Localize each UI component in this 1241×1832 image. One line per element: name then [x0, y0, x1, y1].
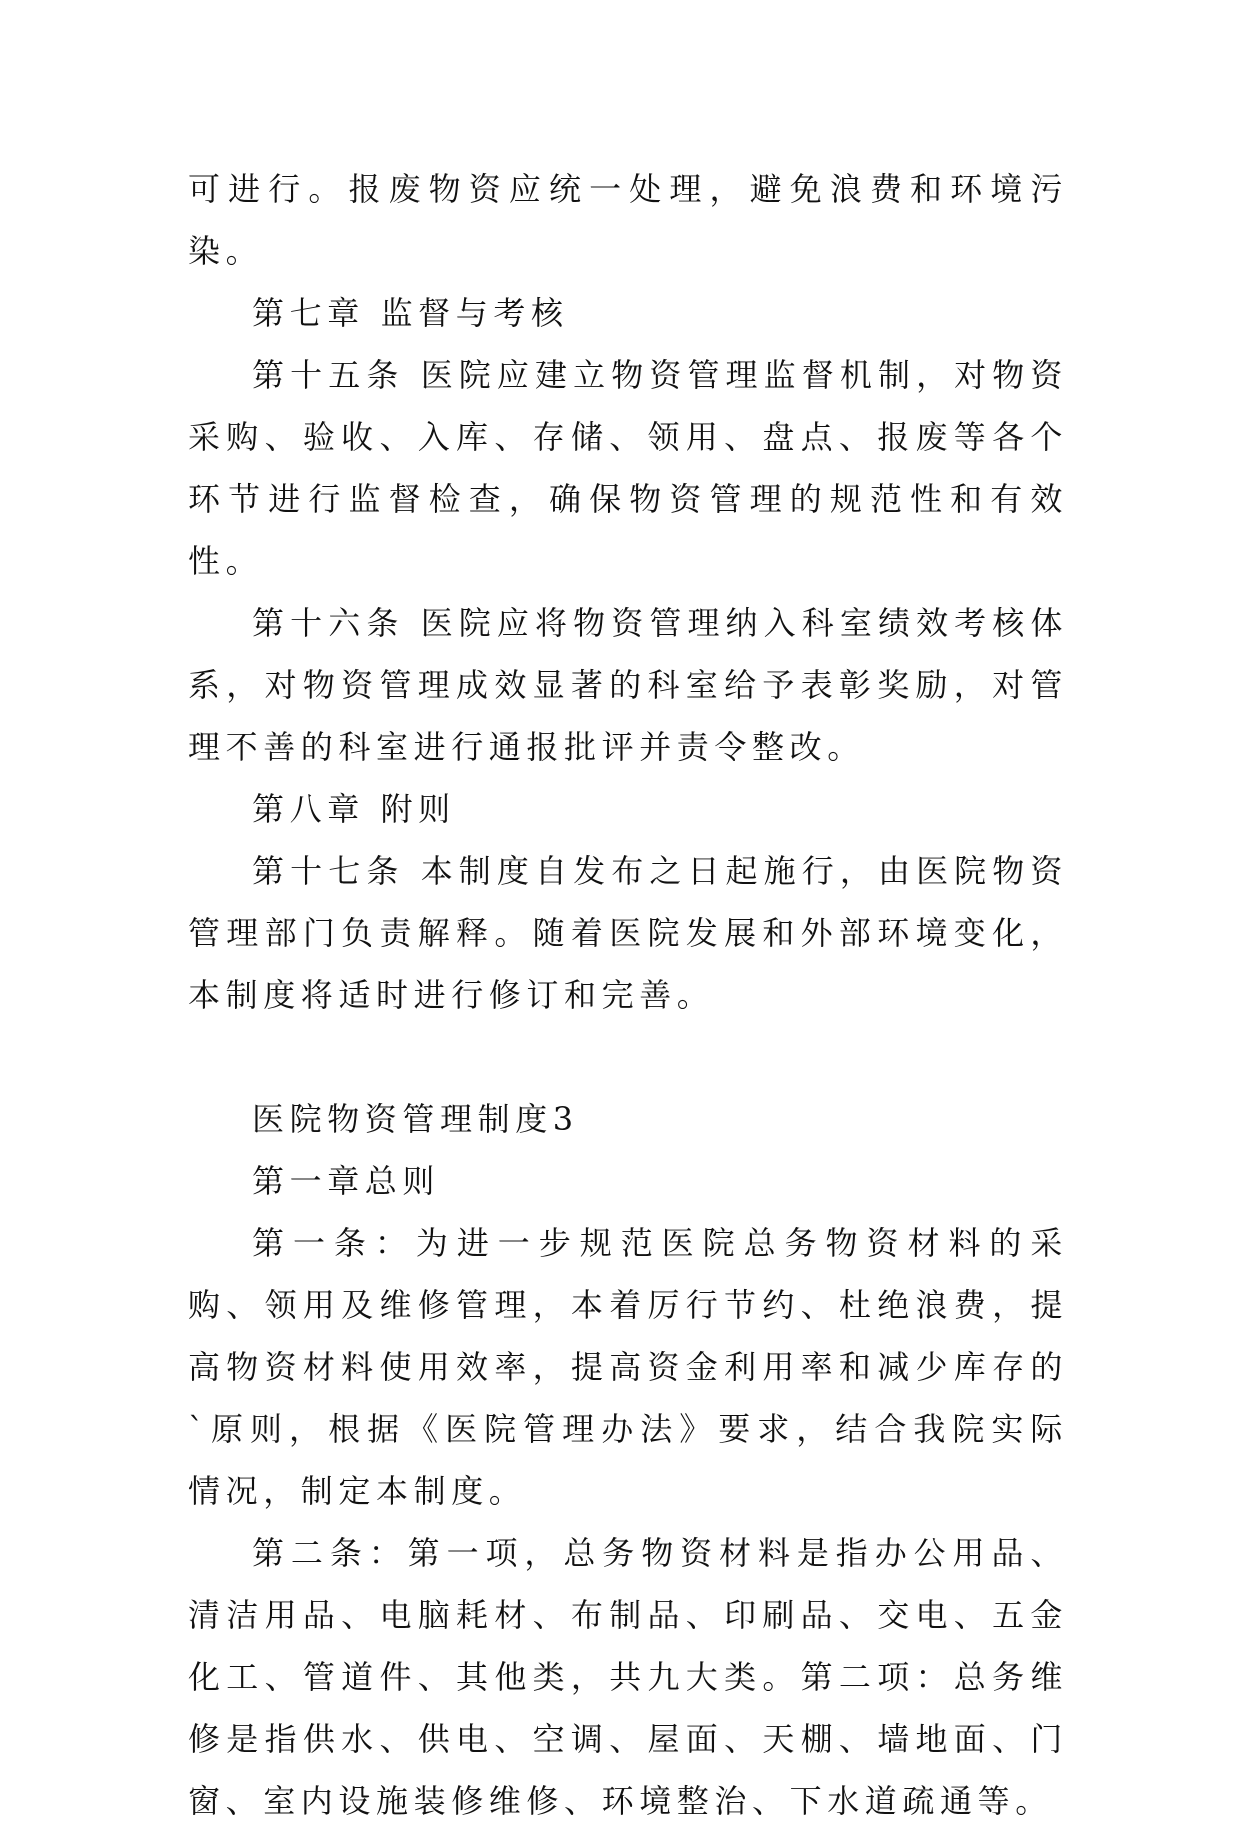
section-gap	[188, 1026, 1068, 1088]
paragraph-continuation: 可进行。报废物资应统一处理，避免浪费和环境污染。	[188, 170, 1068, 270]
article-2: 第二条：第一项，总务物资材料是指办公用品、清洁用品、电脑耗材、布制品、印刷品、交电、五金化工、管道件、其他类，共九大类。第二项：总务维修是指供水、供电、空调、屋面、天棚、墙地面、门窗、室内设施装修维修、环境整治、下水道疏通等。	[188, 1534, 1068, 1820]
chapter-heading-1: 第一章总则	[252, 1162, 441, 1200]
chapter-heading-7: 第七章 监督与考核	[252, 294, 569, 332]
article-16: 第十六条 医院应将物资管理纳入科室绩效考核体系，对物资管理成效显著的科室给予表彰奖励，对管理不善的科室进行通报批评并责令整改。	[188, 604, 1068, 766]
document-body	[188, 158, 1068, 1832]
section-title: 医院物资管理制度3	[252, 1100, 579, 1138]
article-15: 第十五条 医院应建立物资管理监督机制，对物资采购、验收、入库、存储、领用、盘点、报废等各个环节进行监督检查，确保物资管理的规范性和有效性。	[188, 356, 1068, 580]
article-1: 第一条：为进一步规范医院总务物资材料的采购、领用及维修管理，本着厉行节约、杜绝浪费，提高物资材料使用效率，提高资金利用率和减少库存的`原则，根据《医院管理办法》要求，结合我院实际情况，制定本制度。	[188, 1224, 1068, 1510]
chapter-heading-8: 第八章 附则	[252, 790, 456, 828]
article-17: 第十七条 本制度自发布之日起施行，由医院物资管理部门负责解释。随着医院发展和外部环境变化，本制度将适时进行修订和完善。	[188, 852, 1068, 1014]
